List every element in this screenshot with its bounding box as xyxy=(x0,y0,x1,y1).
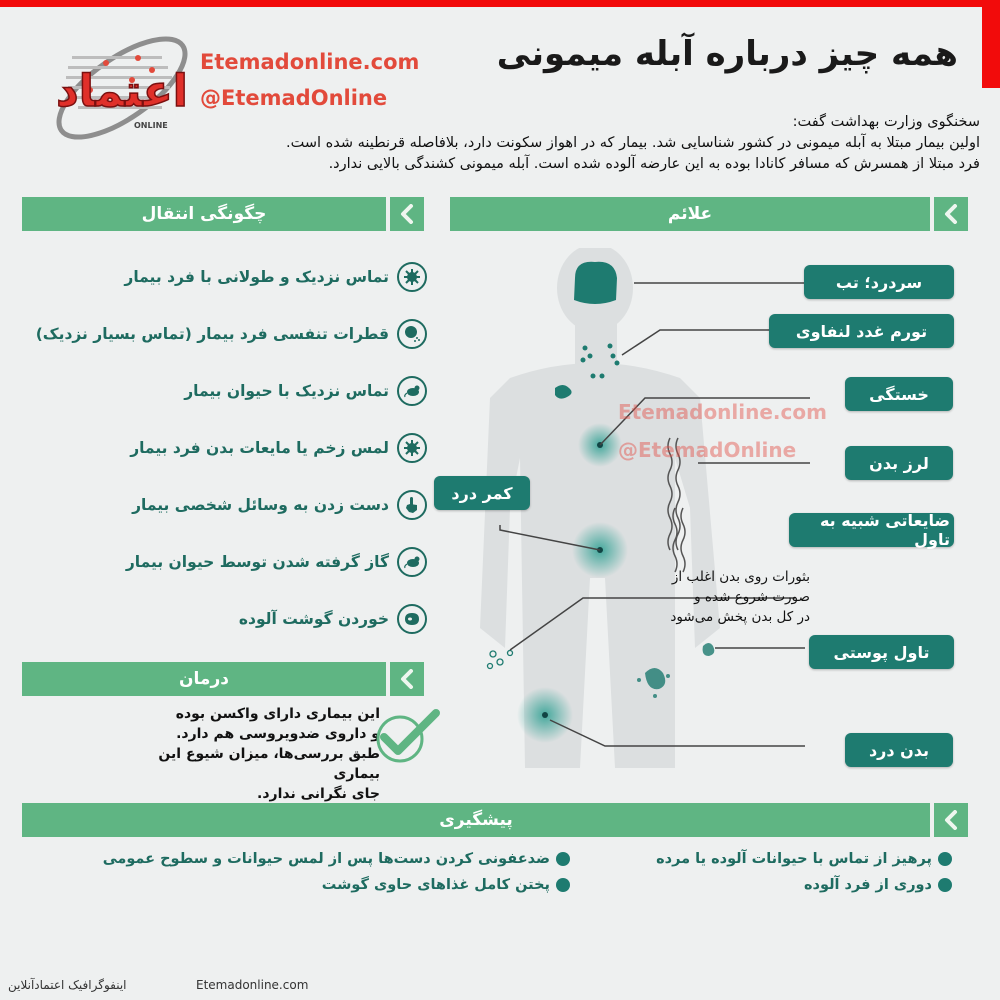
symptom-back-pain: کمر درد xyxy=(434,476,530,510)
prevention-label: پختن کامل غذاهای حاوی گوشت xyxy=(321,877,550,893)
chevron-left-icon[interactable] xyxy=(934,197,968,231)
symptom-headache-fever: سردرد؛ تب xyxy=(804,265,954,299)
prevention-label: پرهیز از تماس با حیوانات آلوده یا مرده xyxy=(656,851,932,867)
symptom-fatigue: خستگی xyxy=(845,377,953,411)
page-title: همه چیز درباره آبله میمونی xyxy=(496,34,958,74)
sneeze-icon xyxy=(397,319,427,349)
watermark-url: Etemadonline.com xyxy=(618,400,827,424)
checkmark-icon xyxy=(372,705,442,765)
logo-text: اعتماد xyxy=(56,66,188,117)
treatment-line: طبق بررسی‌ها، میزان شیوع این بیماری xyxy=(158,746,380,782)
intro-line-2: فرد مبتلا از همسرش که مسافر کانادا بوده به این عارضه آلوده شده است. آبله میمونی کشندگی بالایی ندارد. xyxy=(328,156,980,172)
treatment-title: درمان xyxy=(22,662,386,696)
symptoms-title: علائم xyxy=(450,197,930,231)
intro-lead: سخنگوی وزارت بهداشت گفت: xyxy=(792,114,980,130)
meat-icon xyxy=(397,604,427,634)
transmission-label: خوردن گوشت آلوده xyxy=(238,610,389,628)
prevention-header xyxy=(22,803,968,837)
transmission-label: گاز گرفته شدن توسط حیوان بیمار xyxy=(125,553,389,571)
rash-note-line: بثورات روی بدن اغلب از xyxy=(671,569,810,585)
rodent-icon xyxy=(397,376,427,406)
virus-icon xyxy=(397,262,427,292)
prevention-item xyxy=(804,877,952,893)
transmission-label: لمس زخم یا مایعات بدن فرد بیمار xyxy=(130,439,389,457)
bullet-icon xyxy=(938,878,952,892)
transmission-item xyxy=(36,490,427,520)
symptoms-header xyxy=(450,197,968,231)
prevention-col-left xyxy=(103,851,570,893)
footer-url[interactable]: Etemadonline.com xyxy=(196,978,309,992)
prevention-col-right xyxy=(656,851,952,893)
prevention-label: دوری از فرد آلوده xyxy=(803,877,932,893)
chevron-left-icon[interactable] xyxy=(934,803,968,837)
transmission-label: تماس نزدیک با حیوان بیمار xyxy=(184,382,389,400)
top-red-bar xyxy=(0,0,1000,7)
treatment-header xyxy=(22,662,424,696)
transmission-label: تماس نزدیک و طولانی با فرد بیمار xyxy=(124,268,389,286)
logo-sub: ONLINE xyxy=(134,121,168,130)
footer-credit: اینفوگرافیک اعتمادآنلاین xyxy=(8,978,127,992)
bullet-icon xyxy=(938,852,952,866)
transmission-header xyxy=(22,197,424,231)
treatment-line: و داروی ضدویروسی هم دارد. xyxy=(176,726,380,742)
chevron-left-icon[interactable] xyxy=(390,662,424,696)
transmission-list xyxy=(36,262,427,634)
symptom-body-ache: بدن درد xyxy=(845,733,953,767)
symptom-chills: لرز بدن xyxy=(845,446,953,480)
bullet-icon xyxy=(556,878,570,892)
symptom-lymph-nodes: تورم غدد لنفاوی xyxy=(769,314,954,348)
pointing-hand-icon xyxy=(397,490,427,520)
red-corner-tab xyxy=(982,0,1000,88)
symptom-lesions: ضایعاتی شبیه به تاول xyxy=(789,513,954,547)
prevention-title: پیشگیری xyxy=(22,803,930,837)
rash-note-line: در کل بدن پخش می‌شود xyxy=(670,609,810,625)
rash-note-line: صورت شروع شده و xyxy=(694,589,810,605)
treatment-text xyxy=(110,704,380,804)
site-url[interactable]: Etemadonline.com xyxy=(200,50,420,74)
transmission-item xyxy=(36,433,427,463)
treatment-line: این بیماری دارای واکسن بوده xyxy=(175,706,380,722)
etemad-logo xyxy=(42,28,200,146)
transmission-item xyxy=(36,604,427,634)
bullet-icon xyxy=(556,852,570,866)
virus-icon xyxy=(397,433,427,463)
prevention-item xyxy=(103,851,570,867)
transmission-item xyxy=(36,547,427,577)
transmission-item xyxy=(36,319,427,349)
watermark-handle: @EtemadOnline xyxy=(618,438,797,462)
chevron-left-icon[interactable] xyxy=(390,197,424,231)
treatment-line: جای نگرانی ندارد. xyxy=(257,786,380,802)
transmission-title: چگونگی انتقال xyxy=(22,197,386,231)
rash-note xyxy=(670,567,810,627)
intro-line-1: اولین بیمار مبتلا به آبله میمونی در کشور شناسایی شد. بیمار که در اهواز سکونت دارد، بلافاصله قرنطینه شده است. xyxy=(286,135,980,151)
intro-paragraph xyxy=(180,112,980,175)
symptom-blister: تاول پوستی xyxy=(809,635,954,669)
prevention-label: ضدعفونی کردن دست‌ها پس از لمس حیوانات و سطوح عمومی xyxy=(102,851,550,867)
prevention-item xyxy=(322,877,570,893)
site-handle[interactable]: @EtemadOnline xyxy=(200,86,388,110)
transmission-label: دست زدن به وسائل شخصی بیمار xyxy=(132,496,389,514)
transmission-label: قطرات تنفسی فرد بیمار (تماس بسیار نزدیک) xyxy=(35,325,389,343)
body-figure xyxy=(450,248,810,778)
prevention-item xyxy=(656,851,952,867)
rodent-icon xyxy=(397,547,427,577)
transmission-item xyxy=(36,262,427,292)
transmission-item xyxy=(36,376,427,406)
